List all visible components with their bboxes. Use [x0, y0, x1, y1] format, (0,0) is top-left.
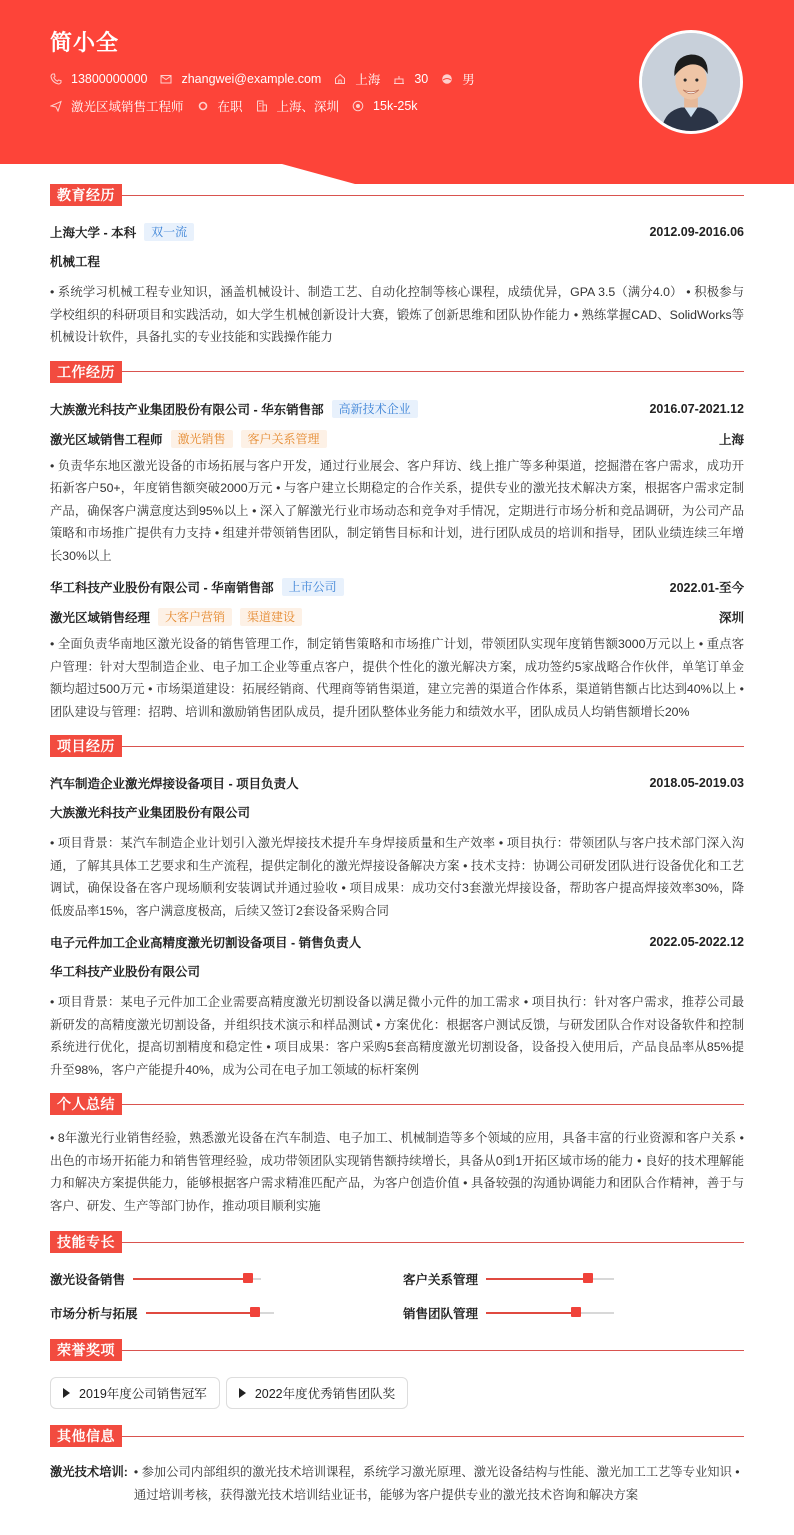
section-title-education	[50, 184, 744, 206]
work-city-text: 上海、深圳	[276, 100, 340, 114]
gender-text: 男	[462, 73, 475, 87]
company-tag: 高新技术企业	[332, 400, 418, 418]
candidate-name: 简小全	[50, 30, 120, 55]
email-text: zhangwei@example.com	[181, 72, 322, 86]
award-item	[226, 1377, 408, 1409]
status-text: 在职	[217, 100, 243, 114]
section-title-label: 技能专长	[50, 1231, 122, 1253]
skill-level-bar	[133, 1278, 261, 1280]
project-entry-head	[50, 932, 744, 952]
work-date: 2022.01-至今	[669, 581, 744, 595]
age-icon	[393, 73, 405, 85]
project-date: 2018.05-2019.03	[649, 776, 744, 790]
company-name: 华工科技产业股份有限公司 - 华南销售部	[50, 581, 274, 595]
section-title-label: 教育经历	[50, 184, 122, 206]
work-entry-head	[50, 399, 744, 419]
resume-header	[0, 0, 794, 184]
phone-icon	[50, 73, 62, 85]
project-description: • 项目背景：某汽车制造企业计划引入激光焊接技术提升车身焊接质量和生产效率 • 项目执行：带领团队与客户技术部门深入沟通，了解其具体工艺要求和生产流程，提供定制化的激光焊接设备解决方案 • 技术支持：协调公司研发团队进行设备优化和工艺调试，确保设备在客户现场顺利安装调试并通过验收 • 项目成果：成功交付3套激光焊接设备，帮助客户提高焊接效率30%，降低废品率15%，客户满意度极高，后续又签订2套设备采购合同	[50, 836, 744, 918]
city-info	[334, 70, 380, 88]
job-title-info	[50, 97, 184, 115]
skill-name: 市场分析与拓展	[50, 1307, 138, 1321]
skill-item	[403, 1269, 743, 1289]
project-company: 大族激光科技产业集团股份有限公司	[50, 806, 251, 820]
position-title: 激光区域销售经理	[50, 611, 151, 625]
mail-icon	[160, 73, 172, 85]
gender-icon	[441, 73, 453, 85]
job-title-text: 激光区域销售工程师	[71, 100, 184, 114]
company-name: 大族激光科技产业集团股份有限公司 - 华东销售部	[50, 402, 324, 417]
skill-tag: 客户关系管理	[241, 430, 327, 448]
section-title-work	[50, 361, 744, 383]
section-divider	[122, 1436, 744, 1437]
school-name: 上海大学 - 本科	[50, 226, 137, 240]
skill-level-bar	[486, 1278, 614, 1280]
section-title-other	[50, 1425, 744, 1447]
skill-level-handle	[243, 1273, 253, 1283]
work-entry-head	[50, 577, 744, 597]
section-title-skills	[50, 1231, 744, 1253]
section-summary	[50, 1093, 744, 1217]
age-info	[393, 72, 428, 86]
status-info	[197, 97, 243, 115]
award-label: 2022年度优秀销售团队奖	[254, 1387, 396, 1401]
project-date: 2022.05-2022.12	[649, 935, 744, 949]
awards-list	[50, 1377, 744, 1409]
section-title-summary	[50, 1093, 744, 1115]
job-info-row	[50, 97, 431, 115]
work-description: • 全面负责华南地区激光设备的销售管理工作，制定销售策略和市场推广计划，带领团队实现年度销售额3000万元以上 • 重点客户管理：针对大型制造企业、电子加工企业等重点客户，提供个性化的激光解决方案，成功签约5家战略合作伙伴，单笔订单金额均超过500万元 • 市场渠道建设：拓展经销商、代理商等销售渠道，建立完善的渠道合作体系，渠道销售额占比达到40%以上 • 团队建设与管理：招聘、培训和激励销售团队成员，提升团队整体业务能力和绩效水平，团队成员人均销售额增长20%	[50, 637, 744, 719]
section-divider	[122, 746, 744, 747]
company-tag: 上市公司	[282, 578, 344, 596]
education-description: • 系统学习机械工程专业知识，涵盖机械设计、制造工艺、自动化控制等核心课程，成绩优异，GPA 3.5（满分4.0） • 积极参与学校组织的科研项目和实践活动，如大学生机械创新设计大赛，锻炼了创新思维和团队协作能力 • 熟练掌握CAD、SolidWorks等机械设计软件，具备扎实的专业技能和实践操作能力	[50, 285, 744, 344]
skill-name: 销售团队管理	[403, 1307, 479, 1321]
home-icon	[334, 73, 346, 85]
position-row	[50, 607, 744, 627]
section-title-awards	[50, 1339, 744, 1361]
project-description: • 项目背景：某电子元件加工企业需要高精度激光切割设备以满足微小元件的加工需求 • 项目执行：针对客户需求，推荐公司最新研发的高精度激光切割设备，并组织技术演示和样品测试 • 方案优化：根据客户测试反馈，与研发团队合作对设备软件和控制系统进行优化，提高切割精度和稳定性 • 项目成果：客户采购5套高精度激光切割设备，设备投入使用后，产品良品率从85%提升至98%，客户产能提升40%，成为公司在电子加工领域的标杆案例	[50, 995, 744, 1077]
work-location: 深圳	[718, 611, 744, 625]
section-title-label: 个人总结	[50, 1093, 122, 1115]
award-item	[50, 1377, 220, 1409]
section-divider	[122, 1104, 744, 1105]
triangle-right-icon	[239, 1388, 246, 1398]
skill-item	[403, 1303, 743, 1323]
skill-item	[50, 1303, 403, 1323]
section-divider	[122, 1350, 744, 1351]
education-date: 2012.09-2016.06	[649, 225, 744, 239]
contact-info-row	[50, 70, 488, 88]
skills-grid	[50, 1269, 744, 1323]
salary-icon	[352, 100, 364, 112]
section-title-label: 其他信息	[50, 1425, 122, 1447]
summary-description: • 8年激光行业销售经验，熟悉激光设备在汽车制造、电子加工、机械制造等多个领域的应用，具备丰富的行业资源和客户关系 • 出色的市场开拓能力和销售管理经验，成功带领团队实现销售额持续增长，具备从0到1开拓区域市场的能力 • 良好的技术理解能力和解决方案提供能力，能够根据客户需求精准匹配产品，为客户创造价值 • 具备较强的沟通协调能力和团队合作精神，善于与客户、研发、生产等部门协作，推动项目顺利实施	[50, 1131, 744, 1213]
major: 机械工程	[50, 255, 101, 269]
skill-tag: 激光销售	[171, 430, 233, 448]
skill-level-handle	[250, 1307, 260, 1317]
section-divider	[122, 195, 744, 196]
gender-info	[441, 70, 475, 88]
phone-info	[50, 72, 147, 86]
skill-tag: 渠道建设	[240, 608, 302, 626]
work-city-info	[256, 97, 340, 115]
send-icon	[50, 100, 62, 112]
section-projects	[50, 735, 744, 1081]
section-education	[50, 184, 744, 349]
section-work	[50, 361, 744, 724]
avatar-portrait	[642, 33, 740, 131]
position-title: 激光区域销售工程师	[50, 432, 163, 447]
skill-level-bar	[486, 1312, 614, 1314]
skill-name: 激光设备销售	[50, 1273, 126, 1287]
section-other	[50, 1425, 744, 1506]
age-text: 30	[414, 72, 429, 86]
work-description: • 负责华东地区激光设备的市场拓展与客户开发，通过行业展会、客户拜访、线上推广等多种渠道，挖掘潜在客户需求，成功开拓新客户50+，年度销售额突破2000万元 • 与客户建立长期稳定的合作关系，提供专业的激光技术解决方案，根据客户需求定制产品，确保客户满意度达到95%以上 • 深入了解激光行业市场动态和竞争对手情况，定期进行市场分析和竞品调研，为公司产品策略和市场推广提供有力支持 • 组建并带领销售团队，制定销售目标和计划，进行团队成员的培训和指导，团队业绩连续三年增长30%以上	[50, 458, 744, 563]
work-location: 上海	[718, 432, 744, 447]
section-skills	[50, 1231, 744, 1323]
project-entry-head	[50, 773, 744, 793]
other-info-item	[50, 1461, 744, 1506]
skill-name: 客户关系管理	[403, 1273, 479, 1287]
status-icon	[197, 100, 209, 112]
section-awards	[50, 1339, 744, 1409]
skill-level-handle	[583, 1273, 593, 1283]
other-info-label: 激光技术培训:	[50, 1465, 128, 1479]
city-text: 上海	[355, 73, 381, 87]
avatar	[639, 30, 743, 134]
section-title-label: 荣誉奖项	[50, 1339, 122, 1361]
phone-text: 13800000000	[71, 72, 148, 86]
award-label: 2019年度公司销售冠军	[79, 1387, 207, 1401]
skill-tag: 大客户营销	[158, 608, 232, 626]
school-tag: 双一流	[144, 223, 194, 241]
education-entry-head	[50, 222, 744, 242]
section-divider	[122, 1242, 744, 1243]
section-title-projects	[50, 735, 744, 757]
project-name: 汽车制造企业激光焊接设备项目 - 项目负责人	[50, 777, 299, 791]
salary-info	[352, 99, 417, 113]
skill-level-bar	[146, 1312, 274, 1314]
project-name: 电子元件加工企业高精度激光切割设备项目 - 销售负责人	[50, 936, 362, 950]
position-row	[50, 429, 744, 449]
email-info	[160, 72, 321, 86]
triangle-right-icon	[63, 1388, 70, 1398]
skill-item	[50, 1269, 403, 1289]
project-company: 华工科技产业股份有限公司	[50, 965, 201, 979]
building-icon	[256, 100, 268, 112]
work-date: 2016.07-2021.12	[649, 401, 744, 416]
section-title-label: 项目经历	[50, 735, 122, 757]
section-divider	[122, 371, 744, 372]
other-info-text: • 参加公司内部组织的激光技术培训课程，系统学习激光原理、激光设备结构与性能、激光加工工艺等专业知识 • 通过培训考核，获得激光技术培训结业证书，能够为客户提供专业的激光技术咨询和解决方案	[133, 1465, 740, 1502]
salary-text: 15k-25k	[373, 99, 418, 113]
skill-level-handle	[571, 1307, 581, 1317]
section-title-label: 工作经历	[50, 361, 122, 383]
